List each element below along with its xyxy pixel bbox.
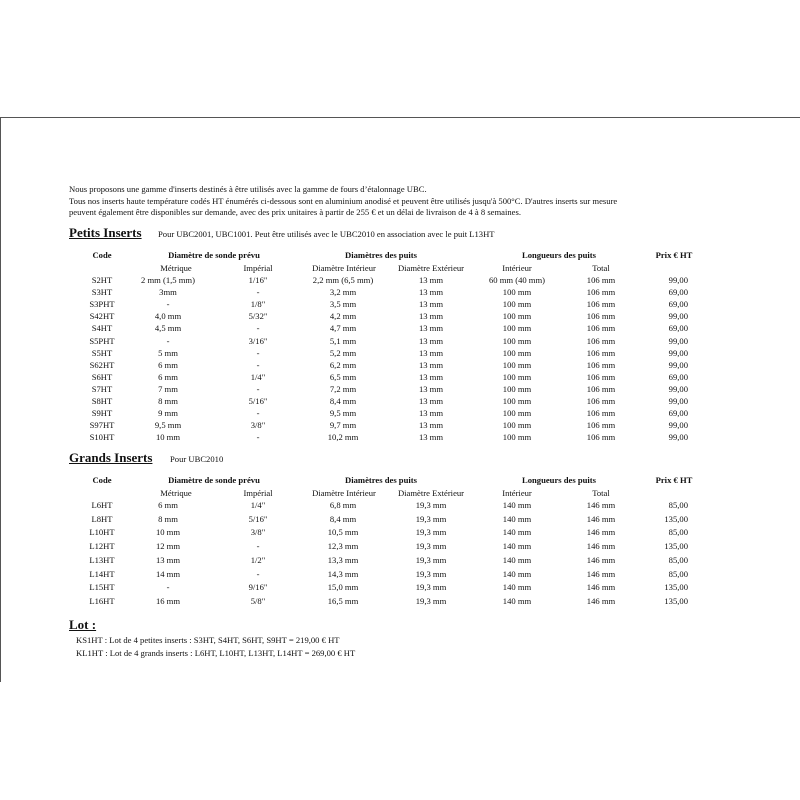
code-cell: S3HT <box>91 287 113 298</box>
intro-line: Nous proposons une gamme d'inserts destinés à être utilisés avec la gamme de fours d’étalonnage UBC. <box>69 184 427 194</box>
long-interieur-cell: 140 mm <box>502 582 532 593</box>
prix-cell: 99,00 <box>668 347 688 358</box>
imperial-cell: 5/8" <box>250 595 266 606</box>
metrique-cell: 14 mm <box>155 568 181 579</box>
col-header-diam-exterieur: Diamètre Extérieur <box>397 488 465 498</box>
long-interieur-cell: 100 mm <box>502 287 532 298</box>
metrique-cell: 6 mm <box>158 500 178 510</box>
long-interieur-cell: 140 mm <box>502 568 532 579</box>
metrique-cell: - <box>166 335 170 346</box>
long-interieur-cell: 100 mm <box>502 371 532 382</box>
long-interieur-cell: 100 mm <box>502 335 532 346</box>
col-header-total: Total <box>592 263 610 273</box>
diam-exterieur-cell: 13 mm <box>418 383 444 394</box>
code-cell: S9HT <box>91 408 113 419</box>
imperial-cell: - <box>256 408 260 419</box>
metrique-cell: 4,0 mm <box>154 311 182 322</box>
code-cell: L12HT <box>89 541 115 552</box>
diam-exterieur-cell: 19,3 mm <box>415 595 447 606</box>
col-header-code: Code <box>92 475 112 485</box>
diam-exterieur-cell: 19,3 mm <box>415 513 447 524</box>
col-header-imperial: Impérial <box>243 488 273 498</box>
col-header-interieur: Intérieur <box>502 488 532 498</box>
imperial-cell: - <box>256 432 260 443</box>
long-total-cell: 146 mm <box>586 527 616 538</box>
col-header-code: Code <box>92 250 112 260</box>
long-interieur-cell: 140 mm <box>502 500 532 510</box>
imperial-cell: - <box>256 568 260 579</box>
col-header-total: Total <box>592 488 610 498</box>
imperial-cell: - <box>256 347 260 358</box>
code-cell: L6HT <box>91 500 113 510</box>
diam-interieur-cell: 10,2 mm <box>327 432 359 443</box>
code-cell: L13HT <box>89 554 115 565</box>
code-cell: S97HT <box>89 420 115 431</box>
diam-interieur-cell: 10,5 mm <box>327 527 359 538</box>
diam-exterieur-cell: 13 mm <box>418 335 444 346</box>
metrique-cell: 6 mm <box>158 371 178 382</box>
diam-exterieur-cell: 19,3 mm <box>415 527 447 538</box>
prix-cell: 135,00 <box>664 513 688 524</box>
prix-cell: 135,00 <box>664 595 688 606</box>
long-total-cell: 106 mm <box>586 371 616 382</box>
diam-exterieur-cell: 13 mm <box>418 396 444 406</box>
imperial-cell: - <box>256 383 260 394</box>
diam-exterieur-cell: 13 mm <box>418 432 444 443</box>
diam-exterieur-cell: 13 mm <box>418 408 444 419</box>
imperial-cell: 1/4" <box>250 371 266 382</box>
prix-cell: 69,00 <box>668 408 688 419</box>
long-total-cell: 106 mm <box>586 335 616 346</box>
col-header-metrique: Métrique <box>160 263 192 273</box>
intro-paragraph <box>69 184 789 219</box>
col-header-interieur: Intérieur <box>502 263 532 273</box>
code-cell: S2HT <box>91 275 113 285</box>
metrique-cell: 8 mm <box>158 513 178 524</box>
code-cell: S3PHT <box>89 299 115 310</box>
metrique-cell: 9,5 mm <box>154 420 182 431</box>
col-header-diametres-puits: Diamètres des puits <box>345 475 417 485</box>
imperial-cell: 1/8" <box>250 299 266 310</box>
prix-cell: 99,00 <box>668 420 688 431</box>
diam-interieur-cell: 4,7 mm <box>329 323 357 334</box>
long-interieur-cell: 100 mm <box>502 420 532 431</box>
col-header-diametre-sonde: Diamètre de sonde prévu <box>168 475 260 485</box>
diam-exterieur-cell: 19,3 mm <box>415 500 447 510</box>
long-total-cell: 106 mm <box>586 383 616 394</box>
col-header-imperial: Impérial <box>243 263 273 273</box>
long-interieur-cell: 100 mm <box>502 408 532 419</box>
page-border-left <box>0 117 1 682</box>
imperial-cell: 3/8" <box>250 527 266 538</box>
metrique-cell: 4,5 mm <box>154 323 182 334</box>
lot-line-ks1ht: KS1HT : Lot de 4 petites inserts : S3HT, S4HT, S6HT, S9HT = 219,00 € HT <box>76 635 340 645</box>
code-cell: L8HT <box>91 513 113 524</box>
diam-interieur-cell: 6,5 mm <box>329 371 357 382</box>
long-interieur-cell: 100 mm <box>502 299 532 310</box>
metrique-cell: 5 mm <box>158 347 178 358</box>
prix-cell: 85,00 <box>668 568 688 579</box>
diam-interieur-cell: 16,5 mm <box>327 595 359 606</box>
long-interieur-cell: 140 mm <box>502 554 532 565</box>
prix-cell: 99,00 <box>668 311 688 322</box>
prix-cell: 69,00 <box>668 287 688 298</box>
diam-interieur-cell: 3,5 mm <box>329 299 357 310</box>
diam-exterieur-cell: 19,3 mm <box>415 568 447 579</box>
prix-cell: 69,00 <box>668 371 688 382</box>
imperial-cell: 3/8" <box>250 420 266 431</box>
long-interieur-cell: 60 mm (40 mm) <box>488 275 546 285</box>
metrique-cell: 10 mm <box>155 432 181 443</box>
long-interieur-cell: 100 mm <box>502 323 532 334</box>
imperial-cell: - <box>256 359 260 370</box>
diam-interieur-cell: 2,2 mm (6,5 mm) <box>312 275 374 285</box>
prix-cell: 99,00 <box>668 359 688 370</box>
long-total-cell: 106 mm <box>586 275 616 285</box>
metrique-cell: 2 mm (1,5 mm) <box>141 275 195 285</box>
prix-cell: 135,00 <box>664 541 688 552</box>
diam-interieur-cell: 15,0 mm <box>327 582 359 593</box>
long-total-cell: 146 mm <box>586 554 616 565</box>
code-cell: S42HT <box>89 311 115 322</box>
diam-interieur-cell: 5,2 mm <box>329 347 357 358</box>
intro-line: Tous nos inserts haute température codés HT énumérés ci-dessous sont en aluminium anodisé et peuvent être utilisés jusqu'à 500°C. D'autres inserts sur mesure <box>69 195 618 206</box>
diam-exterieur-cell: 13 mm <box>418 275 444 285</box>
long-total-cell: 146 mm <box>586 500 616 510</box>
long-interieur-cell: 140 mm <box>502 527 532 538</box>
code-cell: L15HT <box>89 582 115 593</box>
code-cell: L10HT <box>89 527 115 538</box>
long-total-cell: 106 mm <box>586 420 616 431</box>
code-cell: S7HT <box>91 383 113 394</box>
long-total-cell: 106 mm <box>586 323 616 334</box>
long-total-cell: 106 mm <box>586 432 616 443</box>
long-interieur-cell: 140 mm <box>502 541 532 552</box>
metrique-cell: 7 mm <box>158 383 178 394</box>
imperial-cell: - <box>256 287 260 298</box>
prix-cell: 85,00 <box>668 500 688 510</box>
col-header-metrique: Métrique <box>160 488 192 498</box>
col-header-prix: Prix € HT <box>655 475 693 485</box>
diam-interieur-cell: 6,8 mm <box>329 500 357 510</box>
diam-interieur-cell: 8,4 mm <box>329 396 357 406</box>
metrique-cell: 10 mm <box>155 527 181 538</box>
grands-inserts-title: Grands Inserts <box>69 450 153 465</box>
code-cell: S5PHT <box>89 335 115 346</box>
imperial-cell: 1/16" <box>248 275 268 285</box>
long-total-cell: 146 mm <box>586 582 616 593</box>
long-interieur-cell: 100 mm <box>502 311 532 322</box>
long-interieur-cell: 140 mm <box>502 595 532 606</box>
petits-inserts-note: Pour UBC2001, UBC1001. Peut être utilisés avec le UBC2010 en association avec le puit L13HT <box>158 229 495 239</box>
prix-cell: 69,00 <box>668 299 688 310</box>
diam-exterieur-cell: 13 mm <box>418 311 444 322</box>
diam-exterieur-cell: 13 mm <box>418 287 444 298</box>
code-cell: S62HT <box>89 359 115 370</box>
diam-exterieur-cell: 19,3 mm <box>415 582 447 593</box>
col-header-diam-exterieur: Diamètre Extérieur <box>397 263 465 273</box>
long-interieur-cell: 100 mm <box>502 359 532 370</box>
diam-interieur-cell: 4,2 mm <box>329 311 357 322</box>
long-total-cell: 106 mm <box>586 347 616 358</box>
imperial-cell: 3/16" <box>248 335 268 346</box>
diam-exterieur-cell: 19,3 mm <box>415 554 447 565</box>
col-header-diam-interieur: Diamètre Intérieur <box>312 263 376 273</box>
long-interieur-cell: 100 mm <box>502 383 532 394</box>
diam-interieur-cell: 5,1 mm <box>329 335 357 346</box>
prix-cell: 135,00 <box>664 582 688 593</box>
code-cell: S8HT <box>91 396 113 406</box>
intro-line: peuvent également être disponibles sur demande, avec des prix unitaires à partir de 255 € et un délai de livraison de 4 à 8 semaines. <box>69 207 521 218</box>
long-total-cell: 146 mm <box>586 595 616 606</box>
long-total-cell: 106 mm <box>586 359 616 370</box>
imperial-cell: 5/16" <box>248 396 268 406</box>
petits-inserts-title: Petits Inserts <box>69 225 142 240</box>
long-total-cell: 146 mm <box>586 568 616 579</box>
long-total-cell: 146 mm <box>586 513 616 524</box>
long-interieur-cell: 100 mm <box>502 347 532 358</box>
diam-interieur-cell: 12,3 mm <box>327 541 359 552</box>
diam-interieur-cell: 3,2 mm <box>329 287 357 298</box>
long-total-cell: 146 mm <box>586 541 616 552</box>
col-header-longueurs-puits: Longueurs des puits <box>521 250 597 260</box>
metrique-cell: 9 mm <box>158 408 178 419</box>
diam-interieur-cell: 9,5 mm <box>329 408 357 419</box>
diam-interieur-cell: 6,2 mm <box>329 359 357 370</box>
prix-cell: 85,00 <box>668 527 688 538</box>
long-total-cell: 106 mm <box>586 287 616 298</box>
metrique-cell: 3mm <box>159 287 177 298</box>
page-border-top <box>0 117 800 118</box>
long-total-cell: 106 mm <box>586 408 616 419</box>
metrique-cell: - <box>166 582 170 593</box>
prix-cell: 85,00 <box>668 554 688 565</box>
diam-interieur-cell: 7,2 mm <box>329 383 357 394</box>
col-header-diametres-puits: Diamètres des puits <box>345 250 417 260</box>
diam-exterieur-cell: 13 mm <box>418 420 444 431</box>
imperial-cell: 5/16" <box>248 513 268 524</box>
metrique-cell: 6 mm <box>158 359 178 370</box>
metrique-cell: 12 mm <box>155 541 181 552</box>
col-header-longueurs-puits: Longueurs des puits <box>521 475 597 485</box>
metrique-cell: 13 mm <box>155 554 181 565</box>
prix-cell: 99,00 <box>668 275 688 285</box>
diam-interieur-cell: 8,4 mm <box>329 513 357 524</box>
imperial-cell: - <box>256 541 260 552</box>
prix-cell: 99,00 <box>668 335 688 346</box>
prix-cell: 99,00 <box>668 396 688 406</box>
imperial-cell: - <box>256 323 260 334</box>
diam-interieur-cell: 13,3 mm <box>327 554 359 565</box>
lot-line-kl1ht: KL1HT : Lot de 4 grands inserts : L6HT, L10HT, L13HT, L14HT = 269,00 € HT <box>76 648 356 658</box>
col-header-diametre-sonde: Diamètre de sonde prévu <box>168 250 260 260</box>
metrique-cell: 16 mm <box>155 595 181 606</box>
long-interieur-cell: 100 mm <box>502 432 532 443</box>
long-interieur-cell: 140 mm <box>502 513 532 524</box>
code-cell: L16HT <box>89 595 115 606</box>
imperial-cell: 5/32" <box>248 311 268 322</box>
code-cell: S4HT <box>91 323 113 334</box>
lot-title: Lot : <box>69 617 97 632</box>
diam-exterieur-cell: 13 mm <box>418 323 444 334</box>
long-total-cell: 106 mm <box>586 299 616 310</box>
prix-cell: 99,00 <box>668 432 688 443</box>
long-total-cell: 106 mm <box>586 311 616 322</box>
grands-inserts-note: Pour UBC2010 <box>170 454 224 464</box>
imperial-cell: 1/2" <box>250 554 266 565</box>
diam-exterieur-cell: 19,3 mm <box>415 541 447 552</box>
metrique-cell: 8 mm <box>158 396 178 406</box>
diam-exterieur-cell: 13 mm <box>418 371 444 382</box>
imperial-cell: 1/4" <box>250 500 266 510</box>
code-cell: L14HT <box>89 568 115 579</box>
code-cell: S10HT <box>89 432 115 443</box>
col-header-prix: Prix € HT <box>655 250 693 260</box>
code-cell: S5HT <box>91 347 113 358</box>
prix-cell: 99,00 <box>668 383 688 394</box>
col-header-diam-interieur: Diamètre Intérieur <box>312 488 376 498</box>
diam-exterieur-cell: 13 mm <box>418 347 444 358</box>
diam-interieur-cell: 9,7 mm <box>329 420 357 431</box>
long-total-cell: 106 mm <box>586 396 616 406</box>
diam-interieur-cell: 14,3 mm <box>327 568 359 579</box>
code-cell: S6HT <box>91 371 113 382</box>
long-interieur-cell: 100 mm <box>502 396 532 406</box>
prix-cell: 69,00 <box>668 323 688 334</box>
imperial-cell: 9/16" <box>248 582 268 593</box>
metrique-cell: - <box>166 299 170 310</box>
diam-exterieur-cell: 13 mm <box>418 299 444 310</box>
diam-exterieur-cell: 13 mm <box>418 359 444 370</box>
